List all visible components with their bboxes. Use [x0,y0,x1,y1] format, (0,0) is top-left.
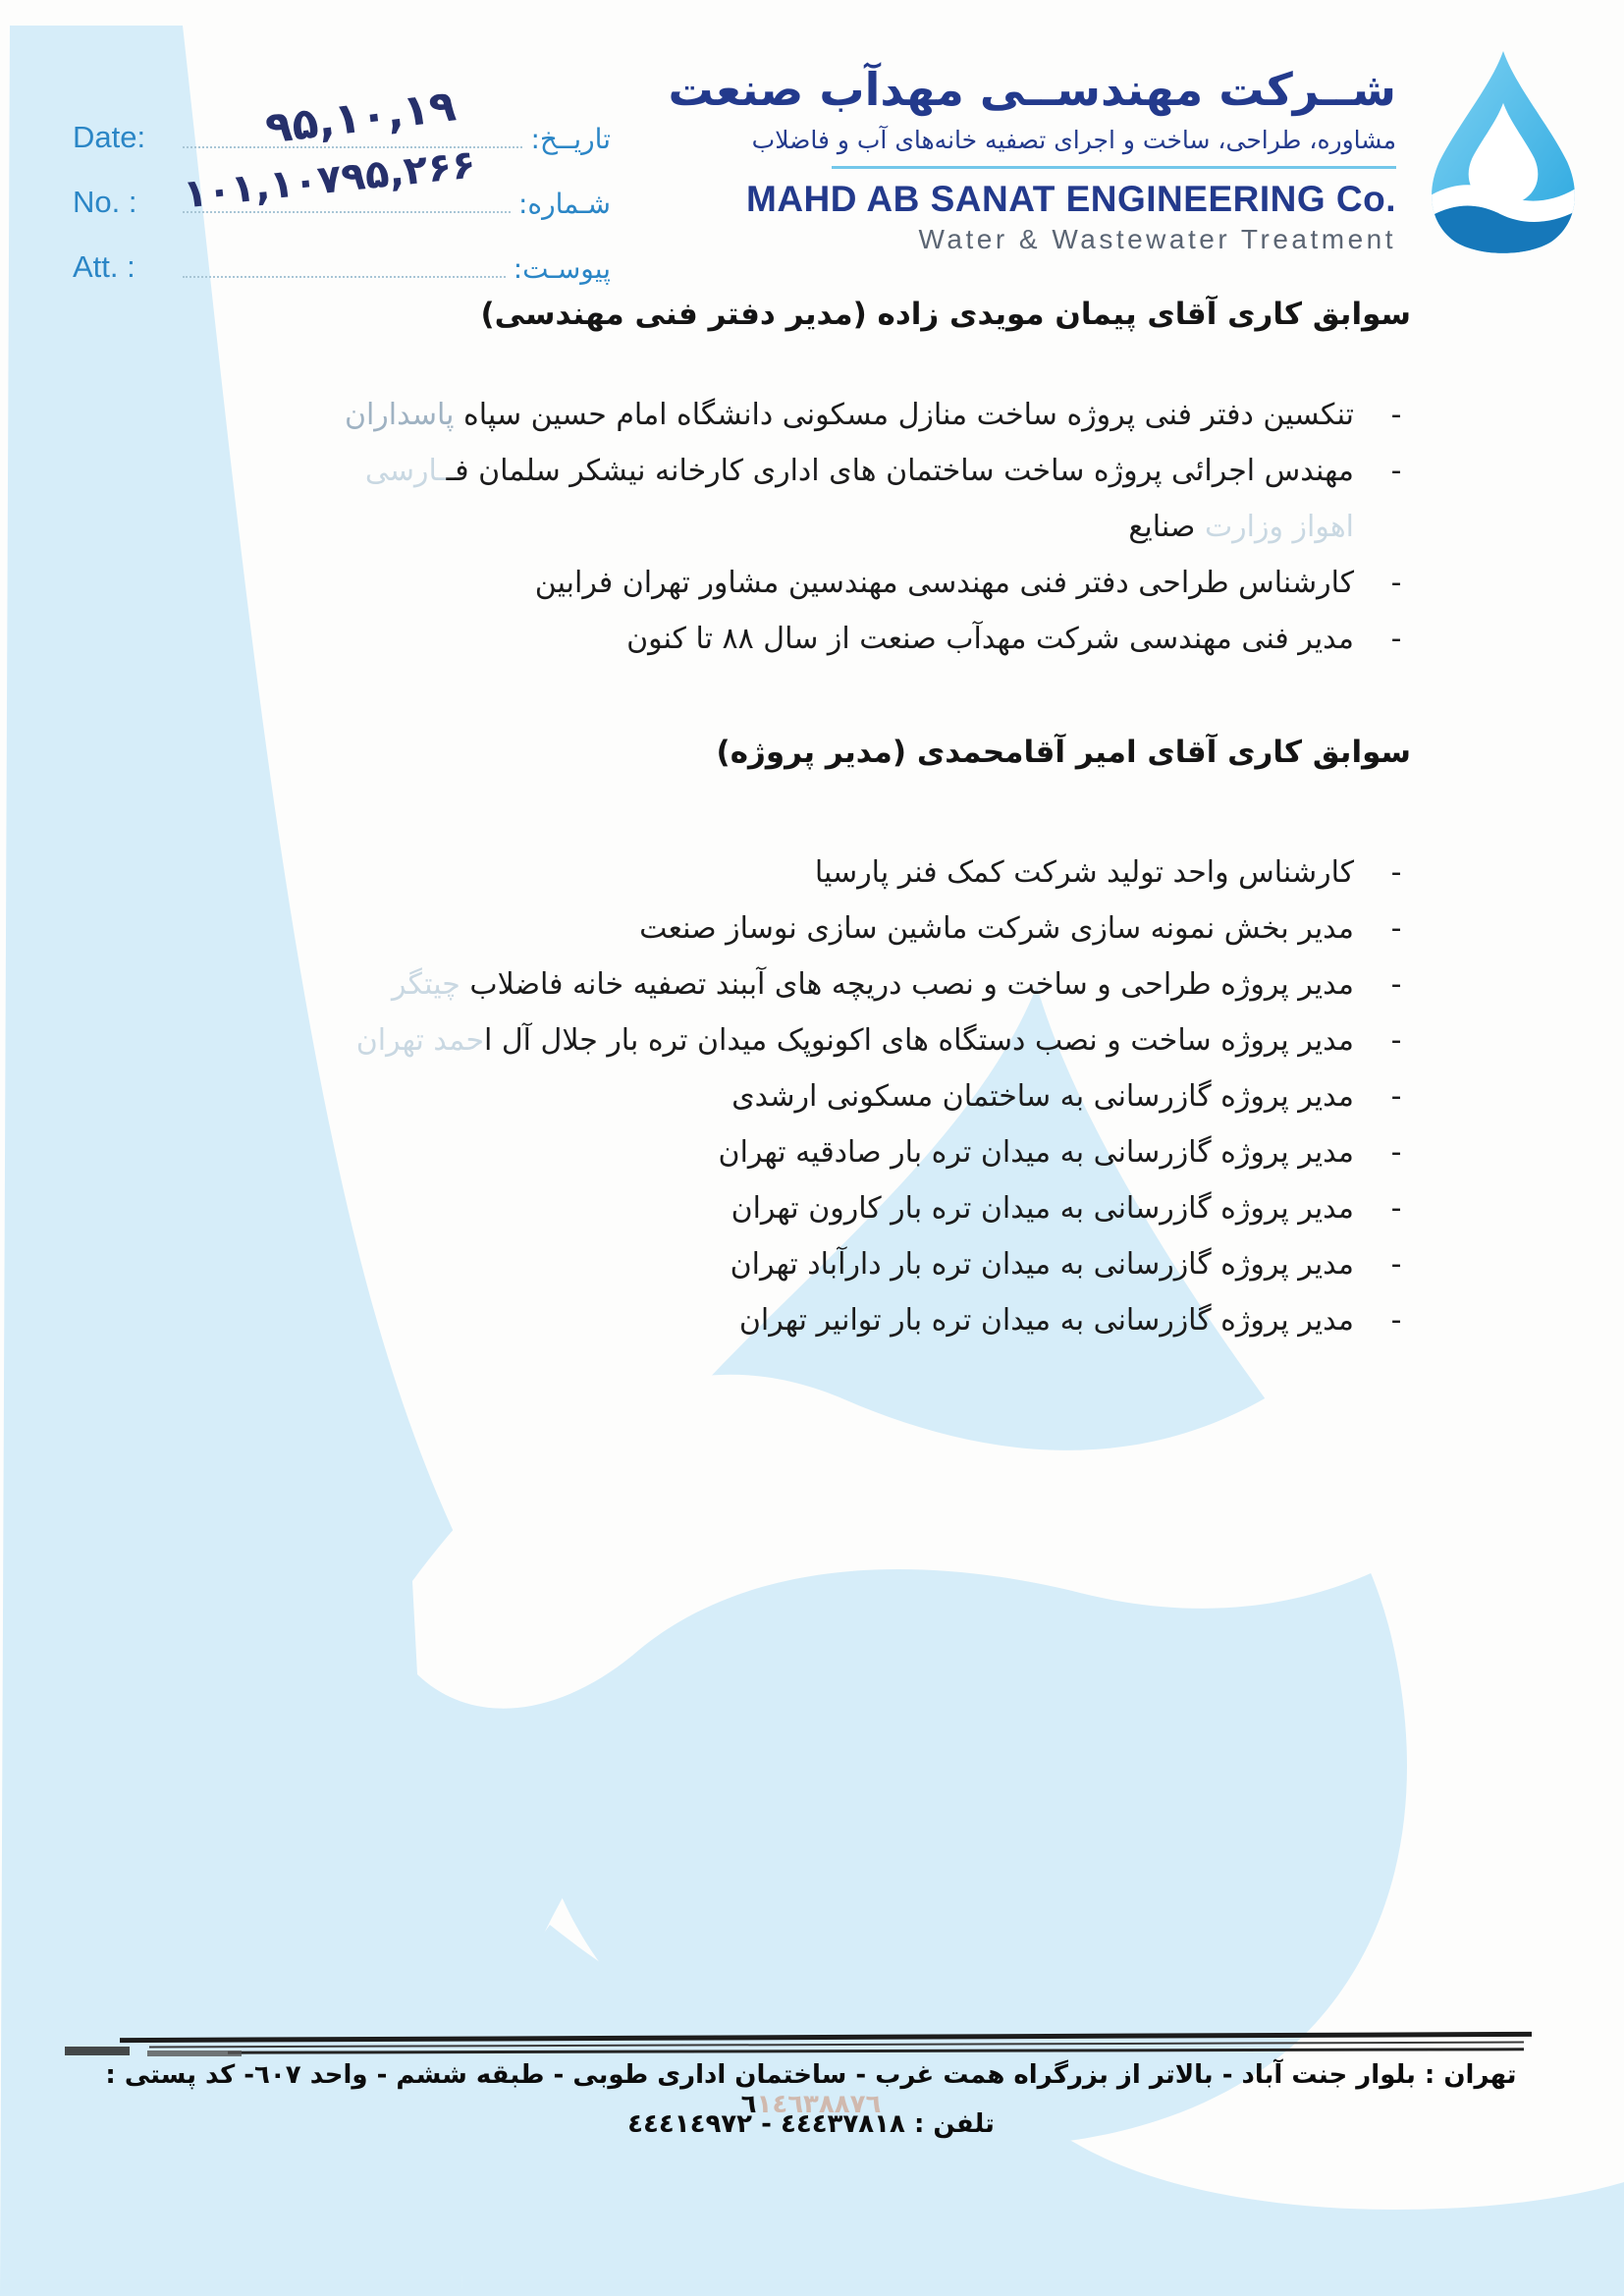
handwritten-date-value: ۹۵,۱۰,۱۹ [262,81,459,154]
bullet-dash: - [1390,855,1402,890]
scan-smudge [147,2050,242,2056]
experience-item [198,1292,1411,1348]
bullet-dash: - [1390,566,1402,600]
company-name-fa: شــرکت مهندســی مهدآب صنعت [668,63,1396,116]
experience-item [198,1012,1411,1068]
experience-item-text: مدیر پروژه گازرسانی به میدان تره بار صادقیه تهران [718,1135,1354,1170]
experience-item-text: مدیر پروژه گازرسانی به میدان تره بار دارآباد تهران [730,1247,1354,1282]
experience-item-text: مدیر پروژه طراحی و ساخت و نصب دریچه های آببند تصفیه خانه فاضلاب چیتگر [392,967,1354,1002]
date-label-en: Date: [73,120,146,154]
number-label-fa: شـماره: [517,188,611,220]
letterhead [668,63,1396,255]
bullet-dash: - [1390,1303,1402,1338]
attachment-line [183,248,506,278]
scan-smudge [65,2047,130,2055]
experience-item-text: کارشناس طراحی دفتر فنی مهندسی مهندسین مشاور تهران فرابین [534,566,1354,600]
experience-item [198,611,1411,667]
bullet-dash: - [1390,967,1402,1002]
section-title: سوابق کاری آقای امیر آقامحمدی (مدیر پروژه) [716,735,1411,770]
experience-item-text: مدیر پروژه ساخت و نصب دستگاه های اکونوپک میدان تره بار جلال آل احمد تهران [355,1023,1354,1058]
section-title: سوابق کاری آقای پیمان مویدی زاده (مدیر دفتر فنی مهندسی) [480,297,1411,332]
header-divider [832,166,1396,169]
footer-rule [90,2035,1532,2056]
company-tagline-fa: مشاوره، طراحی، ساخت و اجرای تصفیه خانه‌های آب و فاضلاب [751,126,1396,154]
bullet-dash: - [1390,1135,1402,1170]
experience-item [198,901,1411,957]
attachment-label-en: Att. : [73,249,135,284]
experience-list [198,845,1411,1348]
experience-item [198,1124,1411,1180]
experience-item [198,555,1411,611]
company-name-en: MAHD AB SANAT ENGINEERING Co. [746,179,1396,219]
experience-item-text: مدیر پروژه گازرسانی به میدان تره بار توانیر تهران [738,1303,1354,1338]
footer-postal-faded: ١٤٦٣٨٨٧٦ [756,2090,882,2119]
bullet-dash: - [1390,1023,1402,1058]
experience-item [198,1236,1411,1292]
bullet-dash: - [1390,1079,1402,1114]
experience-list [198,387,1411,667]
experience-item [198,845,1411,901]
experience-item-text: مدیر فنی مهندسی شرکت مهدآب صنعت از سال ٨٨ تا کنون [626,622,1354,656]
bullet-dash: - [1390,911,1402,946]
attachment-label-fa: پیوسـت: [513,252,611,285]
experience-item [198,1180,1411,1236]
experience-item [198,443,1411,555]
experience-item [198,1068,1411,1124]
experience-item-text: مدیر بخش نمونه سازی شرکت ماشین سازی نوساز صنعت [639,911,1354,946]
experience-item [198,957,1411,1012]
experience-item-text: مدیر پروژه گازرسانی به میدان تره بار کارون تهران [731,1191,1354,1226]
experience-item-text: تنکسین دفتر فنی پروژه ساخت منازل مسکونی دانشگاه امام حسین سپاه پاسداران [344,398,1354,432]
experience-item-text: مدیر پروژه گازرسانی به ساختمان مسکونی ارشدی [731,1079,1354,1114]
experience-item-text: کارشناس واحد تولید شرکت کمک فنر پارسیا [814,855,1354,890]
bullet-dash: - [1390,1247,1402,1282]
footer-rule-bar [149,2042,1524,2049]
experience-item-text: مهندس اجرائی پروژه ساخت ساختمان های اداری کارخانه نیشکر سلمان فــارسی اهواز وزارت صنایع [364,454,1354,544]
number-label-en: No. : [73,185,137,219]
experience-section-aghamohammadi [198,735,1411,1348]
footer-rule-bar [228,2048,1524,2053]
bullet-dash: - [1390,1191,1402,1226]
footer-phone: تلفن : ٤٤٤٣٧٨١٨ - ٤٤٤١٤٩٧٢ [627,2109,995,2139]
footer-address-text: تهران : بلوار جنت آباد - بالاتر از بزرگراه همت غرب - ساختمان اداری طوبی - طبقه ششم - واحد ٦٠٧- کد پستی : ٦ [105,2060,1517,2119]
date-label-fa: تاریــخ: [530,123,611,155]
company-logo-drop-icon [1416,51,1591,255]
handwritten-number-value: ۱۰۱,۱۰۷۹۵,۲۶۶ [181,141,478,218]
bullet-dash: - [1390,622,1402,656]
company-tagline-en: Water & Wastewater Treatment [918,224,1396,254]
experience-section-moayedizadeh [198,297,1411,667]
reference-fields [73,81,611,308]
attachment-row [73,244,611,285]
bullet-dash: - [1390,454,1402,488]
experience-item [198,387,1411,443]
bullet-dash: - [1390,398,1402,432]
